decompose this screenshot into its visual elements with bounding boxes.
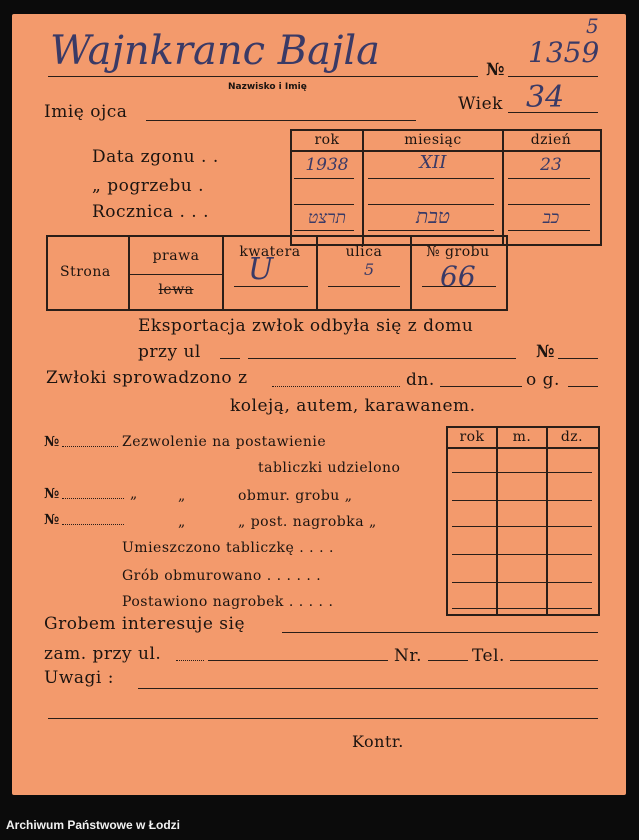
permit1-label-b: tabliczki udzielono — [258, 460, 401, 476]
registration-card — [12, 14, 626, 795]
corner-number: 5 — [586, 14, 599, 38]
permit-col-m: m. — [512, 429, 532, 445]
permit2-label: obmur. grobu „ — [238, 488, 353, 504]
anniversary-month: טבת — [416, 204, 450, 228]
interested-label: Grobem interesuje się — [44, 614, 246, 634]
brought-date-label: dn. — [406, 370, 435, 390]
father-label: Imię ojca — [44, 102, 128, 122]
permit2-no: № — [44, 486, 60, 502]
tel-label: Tel. — [472, 646, 505, 666]
plaque-placed: Umieszczono tabliczkę . . . . — [122, 540, 334, 556]
ulica-label: ulica — [345, 244, 383, 260]
col-dzien: dzień — [530, 132, 572, 148]
permit3-label: „ post. nagrobka „ — [238, 514, 377, 530]
name-caption: Nazwisko i Imię — [228, 82, 307, 92]
anniversary-year: תרצט — [308, 208, 346, 228]
control-label: Kontr. — [352, 732, 404, 751]
death-month: XII — [419, 152, 447, 173]
strona-label: Strona — [60, 264, 111, 280]
permit-col-dz: dz. — [560, 429, 584, 445]
permit3-ditto: „ — [178, 514, 186, 530]
archive-credit: Archiwum Państwowe w Łodzi — [6, 818, 181, 832]
age-label: Wiek — [458, 94, 503, 114]
przy-ul-label: przy ul — [138, 342, 201, 362]
permit2-ditto-2: „ — [178, 488, 186, 504]
funeral-date-label: „ pogrzebu . — [92, 176, 204, 196]
side-right: prawa — [152, 248, 200, 264]
death-day: 23 — [540, 155, 562, 175]
permit3-no: № — [44, 512, 60, 528]
grob-label: № grobu — [426, 244, 490, 260]
anniversary-day: כב — [542, 208, 560, 228]
permit1-no: № — [44, 434, 60, 450]
grob-value: 66 — [440, 260, 476, 293]
house-nr-label: Nr. — [394, 646, 423, 666]
permit-dates-table — [446, 426, 600, 616]
death-year: 1938 — [305, 155, 349, 175]
death-date-label: Data zgonu . . — [92, 147, 219, 167]
brought-hour-label: o g. — [526, 370, 560, 390]
number-value: 1359 — [528, 36, 600, 69]
address-label: zam. przy ul. — [44, 644, 162, 664]
permit2-ditto-1: „ — [130, 486, 138, 502]
ulica-value: 5 — [364, 260, 375, 279]
col-rok: rok — [314, 132, 340, 148]
export-line: Eksportacja zwłok odbyła się z domu — [138, 316, 474, 336]
brought-from-label: Zwłoki sprowadzono z — [46, 368, 248, 388]
side-left: lewa — [158, 282, 194, 298]
anniversary-label: Rocznica . . . — [92, 202, 209, 222]
house-number-label: № — [536, 342, 555, 362]
remarks-label: Uwagi : — [44, 668, 114, 688]
permit1-label: Zezwolenie na postawienie — [122, 434, 327, 450]
tombstone-placed: Postawiono nagrobek . . . . . — [122, 594, 334, 610]
kwatera-value: U — [248, 252, 274, 287]
permit-col-rok: rok — [459, 429, 485, 445]
age-value: 34 — [526, 80, 565, 115]
transport-mode: koleją, autem, karawanem. — [230, 396, 476, 416]
col-miesiac: miesiąc — [404, 132, 462, 148]
kwatera-label: kwatera — [239, 244, 301, 260]
grave-walled: Grób obmurowano . . . . . . — [122, 568, 322, 584]
surname-handwritten: Wajnkranc Bajla — [50, 28, 381, 74]
number-label: № — [486, 60, 505, 80]
